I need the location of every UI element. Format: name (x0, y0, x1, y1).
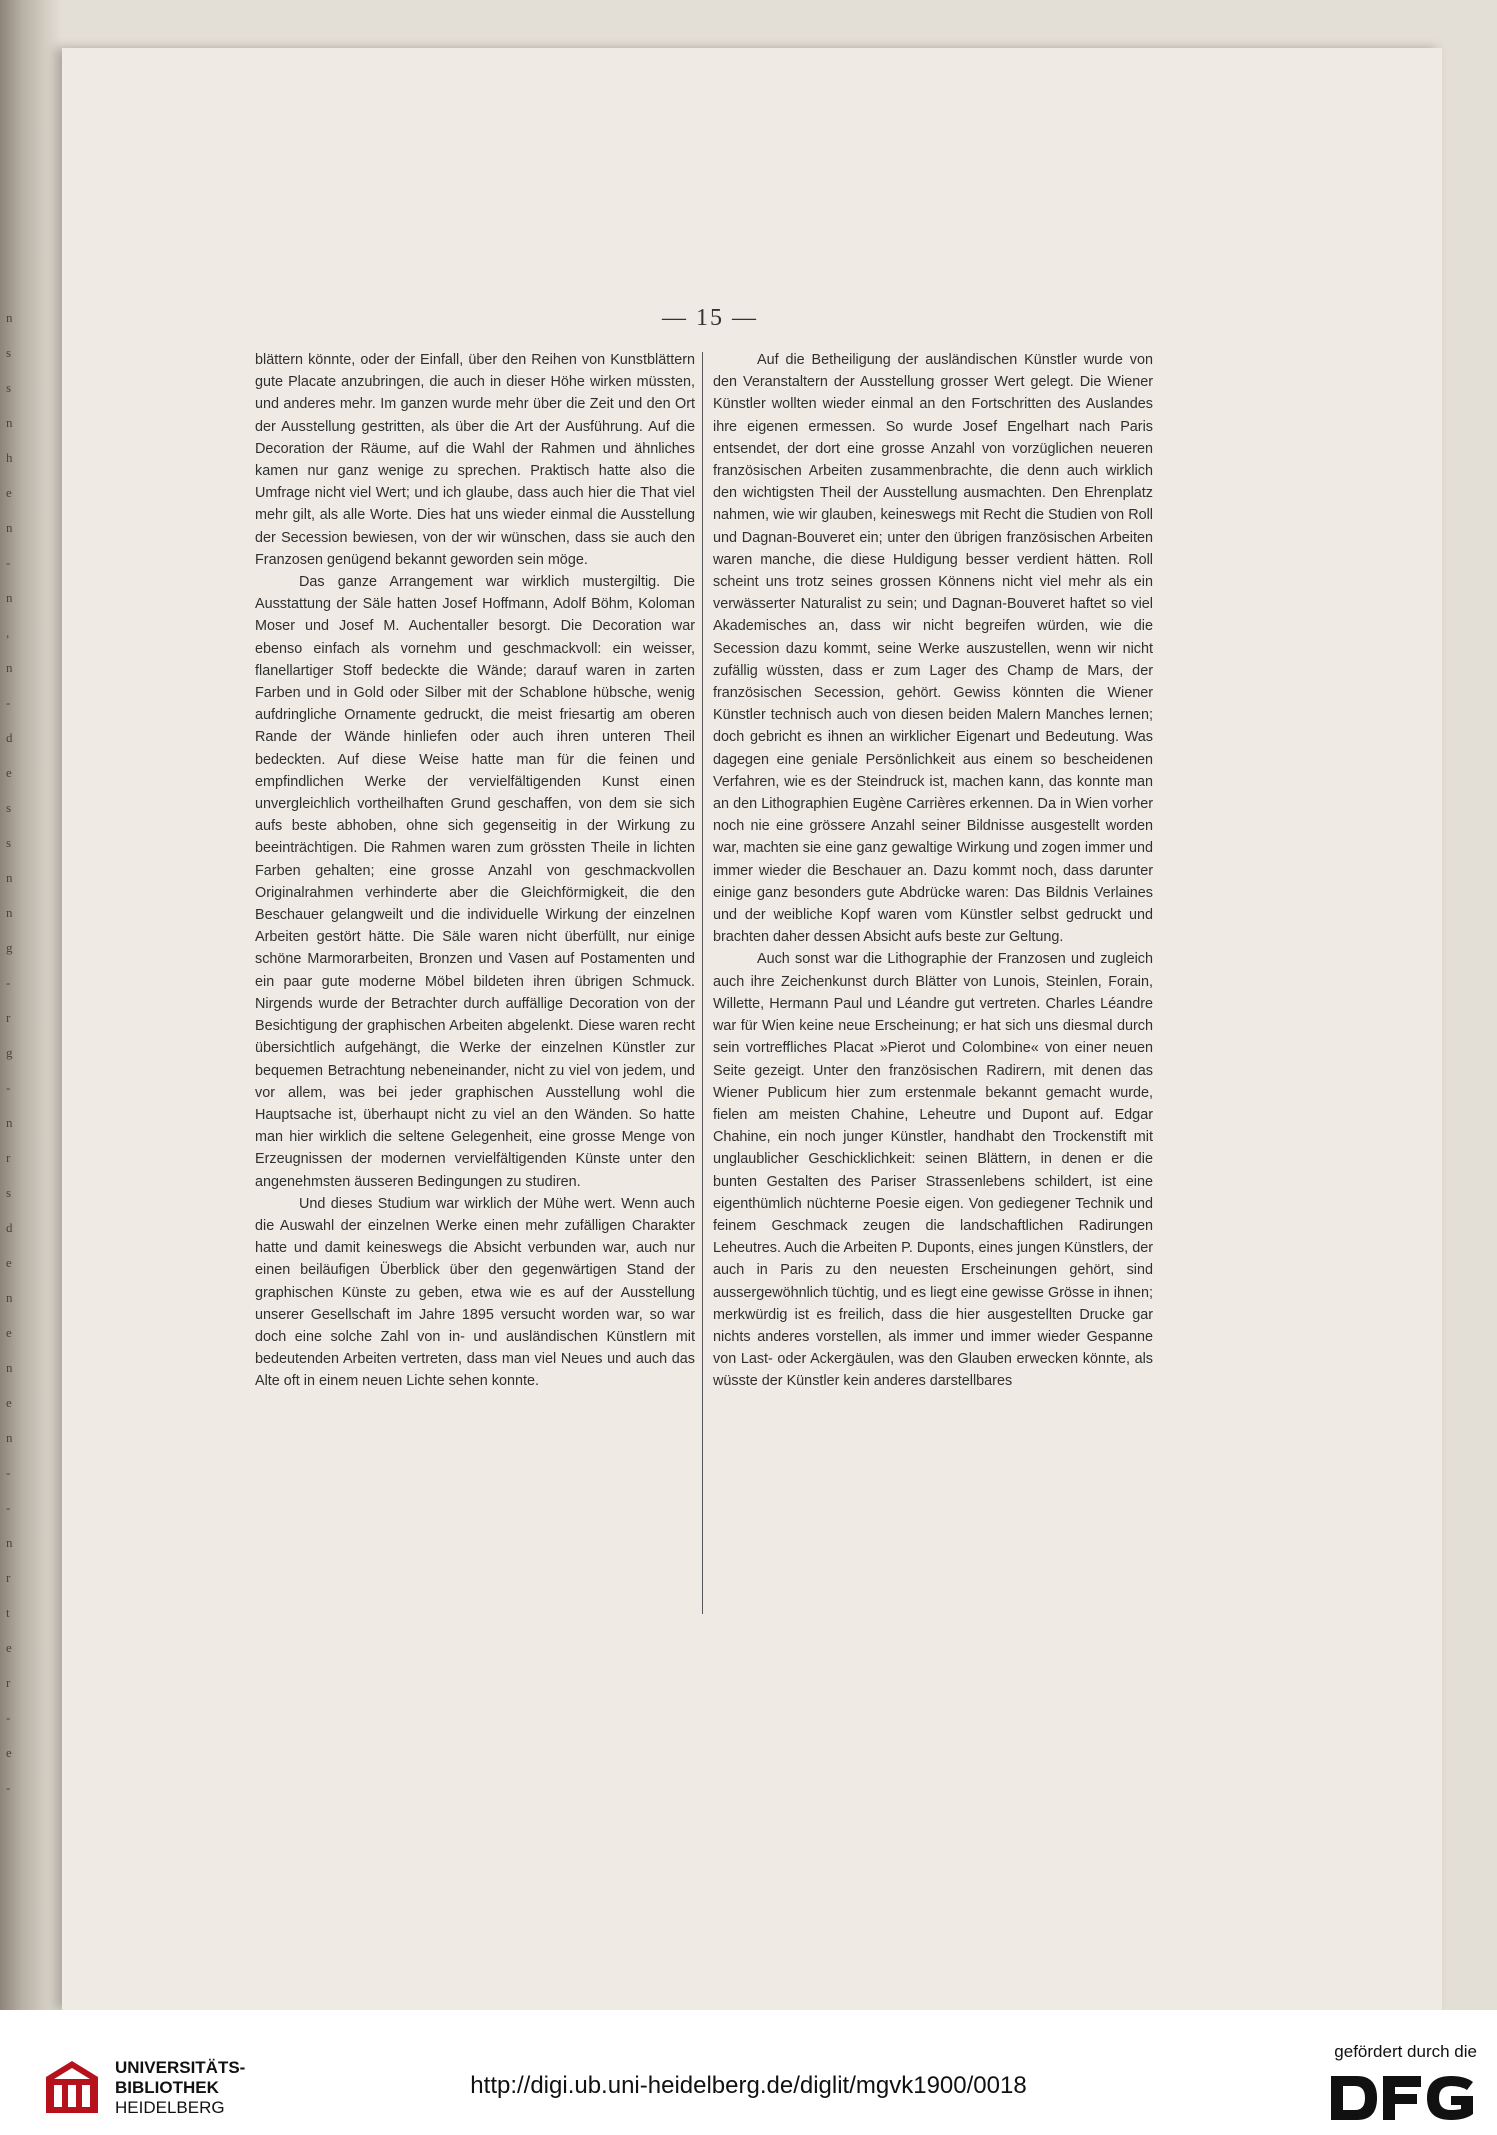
edge-letter: r (6, 1675, 11, 1690)
edge-letter: - (6, 1710, 11, 1725)
paragraph: Das ganze Arrangement war wirklich mustergiltig. Die Ausstattung der Säle hatten Josef Hoffmann, Adolf Böhm, Koloman Moser und Josef M. Auchentaller besorgt. Die Decoration war ebenso einfach als vornehm und geschmackvoll: ein weisser, flanellartiger Stoff bedeckte die Wände; darauf waren in zarten Farben und in Gold oder Silber mit der Schablone hübsche, wenig aufdringliche Ornamente gedruckt, die meist friesartig am oberen Rande der Wände hinliefen oder auch ihren unteren Theil bedeckten. Auf diese Weise hatte man für die feinen und empfindlichen Werke der vervielfältigenden Kunst einen unvergleichlich vortheilhaften Grund geschaffen, von dem sie sich aufs beste abhoben, ohne sich gegenseitig in der Wirkung zu beeinträchtigen. Die Rahmen waren zum grössten Theile in lichten Farben gehalten; eine grosse Anzahl von geschmackvollen Originalrahmen verhinderte aber die Gleichförmigkeit, die den Beschauer gelangweilt und die individuelle Wirkung der einzelnen Arbeiten gestört hätte. Die Säle waren nicht überfüllt, nur einige schöne Marmorarbeiten, Bronzen und Vasen auf Postamenten und ein paar gute moderne Möbel bildeten ihren übrigen Schmuck. Nirgends wurde der Betrachter durch auffällige Decoration von der Besichtigung der graphischen Arbeiten abgelenkt. Diese waren recht übersichtlich aufgehängt, die Werke der einzelnen Künstler zur bequemen Betrachtung nebeneinander, nicht zu viel von jedem, und vor allem, was bei jeder graphischen Ausstellung wohl die Hauptsache ist, überhaupt nicht zu viel an den Wänden. So hatte man hier wirklich die seltene Gelegenheit, eine grosse Menge von Erzeugnissen der modernen vervielfältigenden Künste unter den angenehmsten äusseren Bedingungen zu studiren. (255, 574, 695, 1190)
edge-letter: g (6, 940, 13, 955)
left-text-column (255, 349, 695, 1393)
funded-by-label: gefördert durch die (1334, 2042, 1477, 2061)
dfg-logo-icon[interactable] (1327, 2072, 1477, 2124)
edge-letter: g (6, 1045, 13, 1060)
edge-letter: - (6, 975, 11, 990)
column-divider (702, 352, 703, 1614)
paragraph: Auch sonst war die Lithographie der Franzosen und zugleich auch ihre Zeichenkunst durch Blätter von Lunois, Steinlen, Forain, Willette, Hermann Paul und Léandre gut vertreten. Charles Léandre war für Wien keine neue Erscheinung; er hat sich uns diesmal durch sein vortreffliches Placat »Pierot und Colombine« von einer neuen Seite gezeigt. Unter den französischen Radirern, mit denen das Wiener Publicum hier zum erstenmale bekannt gemacht wurde, fielen am meisten Chahine, Leheutre und Dupont auf. Edgar Chahine, ein noch junger Künstler, handhabt den Trockenstift mit unglaublicher Geschicklichkeit: seinen Blättern, in denen er die bunten Gestalten des Pariser Strassenlebens schildert, ist eine eigenthümlich nüchterne Poesie eigen. Von gediegener Technik und feinem Geschmack zeugen die landschaftlichen Radirungen Leheutres. Auch die Arbeiten P. Duponts, eines jungen Künstlers, der auch in Paris zu den neuesten Erscheinungen gehört, sind aussergewöhnlich tüchtig, und es liegt eine gewisse Grösse in ihnen; merkwürdig ist es freilich, dass die hier ausgestellten Drucke gar nichts anderes vorstellen, als immer und immer wieder Gespanne von Last- oder Ackergäulen, was den Glauben erwecken könnte, als wüsste der Künstler kein anderes darstellbares (713, 951, 1153, 1390)
viewer-footer (0, 2010, 1497, 2135)
edge-letter: n (6, 1535, 13, 1550)
edge-letter: e (6, 765, 12, 780)
edge-letter: n (6, 905, 13, 920)
library-name-line: HEIDELBERG (115, 2098, 225, 2117)
edge-letter: e (6, 1745, 12, 1760)
edge-letter: e (6, 485, 12, 500)
edge-letter: e (6, 1325, 12, 1340)
edge-letter: - (6, 695, 11, 710)
edge-letter: n (6, 1360, 13, 1375)
edge-letter: - (6, 1500, 11, 1515)
paragraph: Und dieses Studium war wirklich der Mühe wert. Wenn auch die Auswahl der einzelnen Werke einen mehr zufälligen Charakter hatte und damit keineswegs die Absicht verbunden war, auch nur einen beiläufigen Überblick über den gegenwärtigen Stand der graphischen Künste zu geben, etwa wie es auf der Ausstellung unserer Gesellschaft im Jahre 1895 versucht worden war, so war doch eine solche Zahl von in- und ausländischen Künstlern mit bedeutenden Arbeiten vertreten, dass man viel Neues und auch das Alte oft in einem neuen Lichte sehen konnte. (255, 1195, 695, 1390)
edge-letter: - (6, 1465, 11, 1480)
edge-letter: e (6, 1640, 12, 1655)
page-number: — 15 — (662, 305, 758, 331)
edge-letter: s (6, 835, 12, 850)
edge-letter: r (6, 1150, 11, 1165)
edge-letter: r (6, 1010, 11, 1025)
edge-letter: n (6, 1290, 13, 1305)
right-text-column (713, 349, 1153, 1393)
binding-shadow (0, 0, 62, 2010)
edge-letter: s (6, 380, 12, 395)
edge-letter: e (6, 1395, 12, 1410)
edge-letter: s (6, 345, 12, 360)
edge-letter: s (6, 1185, 12, 1200)
edge-letter: n (6, 660, 13, 675)
edge-letter: n (6, 1115, 13, 1130)
edge-letter: - (6, 1080, 11, 1095)
edge-letter: n (6, 415, 13, 430)
paragraph: blättern könnte, oder der Einfall, über den Reihen von Kunstblättern gute Placate anzubringen, die auch in dieser Höhe wirken müssten, und anderes mehr. Im ganzen wurde mehr über die Zeit und den Ort der Ausstellung gestritten, als über die Art der Ausführung. Auf die Decoration der Räume, auf die Wahl der Rahmen und ähnliches kamen nur ganz wenige zu sprechen. Praktisch hatte also die Umfrage nicht viel Wert; und ich glaube, dass auch hier die That viel mehr gilt, als alle Worte. Dies hat uns wieder einmal die Ausstellung der Secession bewiesen, von der wir wünschen, dass sie auch den Franzosen genügend bekannt geworden sein möge. (255, 352, 695, 568)
edge-letter: n (6, 870, 13, 885)
paragraph: Auf die Betheiligung der ausländischen Künstler wurde von den Veranstaltern der Ausstellung grosser Wert gelegt. Die Wiener Künstler wollten wieder einmal an den Fortschritten des Auslandes ihre eigenen ermessen. So wurde Josef Engelhart nach Paris entsendet, der dort eine grosse Anzahl von vorzüglichen neueren französischen Arbeiten zusammenbrachte, die denn auch wirklich den wichtigsten Theil der Ausstellung ausmachten. Den Ehrenplatz nahmen, wie wir glauben, keineswegs mit Recht die Studien von Roll und Dagnan-Bouveret ein; unter den übrigen französischen Arbeiten waren manche, die diese Huldigung besser verdient hätten. Roll scheint uns trotz seines grossen Könnens nicht viel mehr als ein verwässerter Naturalist zu sein; und Dagnan-Bouveret haftet so viel Akademisches an, dass wir nicht begreifen würden, wie die Secession dazu kommt, seine Werke auszustellen, wenn wir nicht zufällig wüssten, dass er zum Lager des Champ de Mars, der französischen Secession, gehört. Gewiss könnten die Wiener Künstler technisch auch von diesen beiden Malern Manches lernen; doch gebricht es ihnen an wirklicher Eigenart und Bedeutung. Was dagegen eine geniale Persönlichkeit aus einem so bescheidenen Verfahren, wie es der Steindruck ist, machen kann, das konnte man an den Lithographien Eugène Carrières erkennen. Da in Wien vorher noch nie eine grössere Anzahl seiner Bildnisse ausgestellt worden war, machten sie eine ganz gewaltige Wirkung und zogen immer und immer wieder die Beschauer an. Dazu kommt noch, dass darunter einige ganz besonders gute Abdrücke waren: Das Bildnis Verlaines und der weibliche Kopf waren vom Künstler selbst gedruckt und brachten daher dessen Absicht aufs beste zur Geltung. (713, 352, 1153, 946)
edge-letter: d (6, 1220, 13, 1235)
edge-letter: n (6, 310, 13, 325)
edge-letter: - (6, 555, 11, 570)
edge-letter: n (6, 1430, 13, 1445)
edge-letter: , (6, 625, 10, 640)
edge-letter: e (6, 1255, 12, 1270)
permalink-url[interactable]: http://digi.ub.uni-heidelberg.de/diglit/mgvk1900/0018 (470, 2072, 1027, 2099)
edge-letter: n (6, 590, 13, 605)
edge-letter: r (6, 1570, 11, 1585)
library-name-line: BIBLIOTHEK (115, 2078, 219, 2097)
edge-letter: - (6, 1780, 11, 1795)
edge-letter: n (6, 520, 13, 535)
edge-letter: t (6, 1605, 10, 1620)
library-name-line: UNIVERSITÄTS- (115, 2058, 246, 2077)
edge-letter: s (6, 800, 12, 815)
edge-letter: h (6, 450, 13, 465)
edge-letter: d (6, 730, 13, 745)
previous-page-edge-letters (6, 300, 20, 1805)
